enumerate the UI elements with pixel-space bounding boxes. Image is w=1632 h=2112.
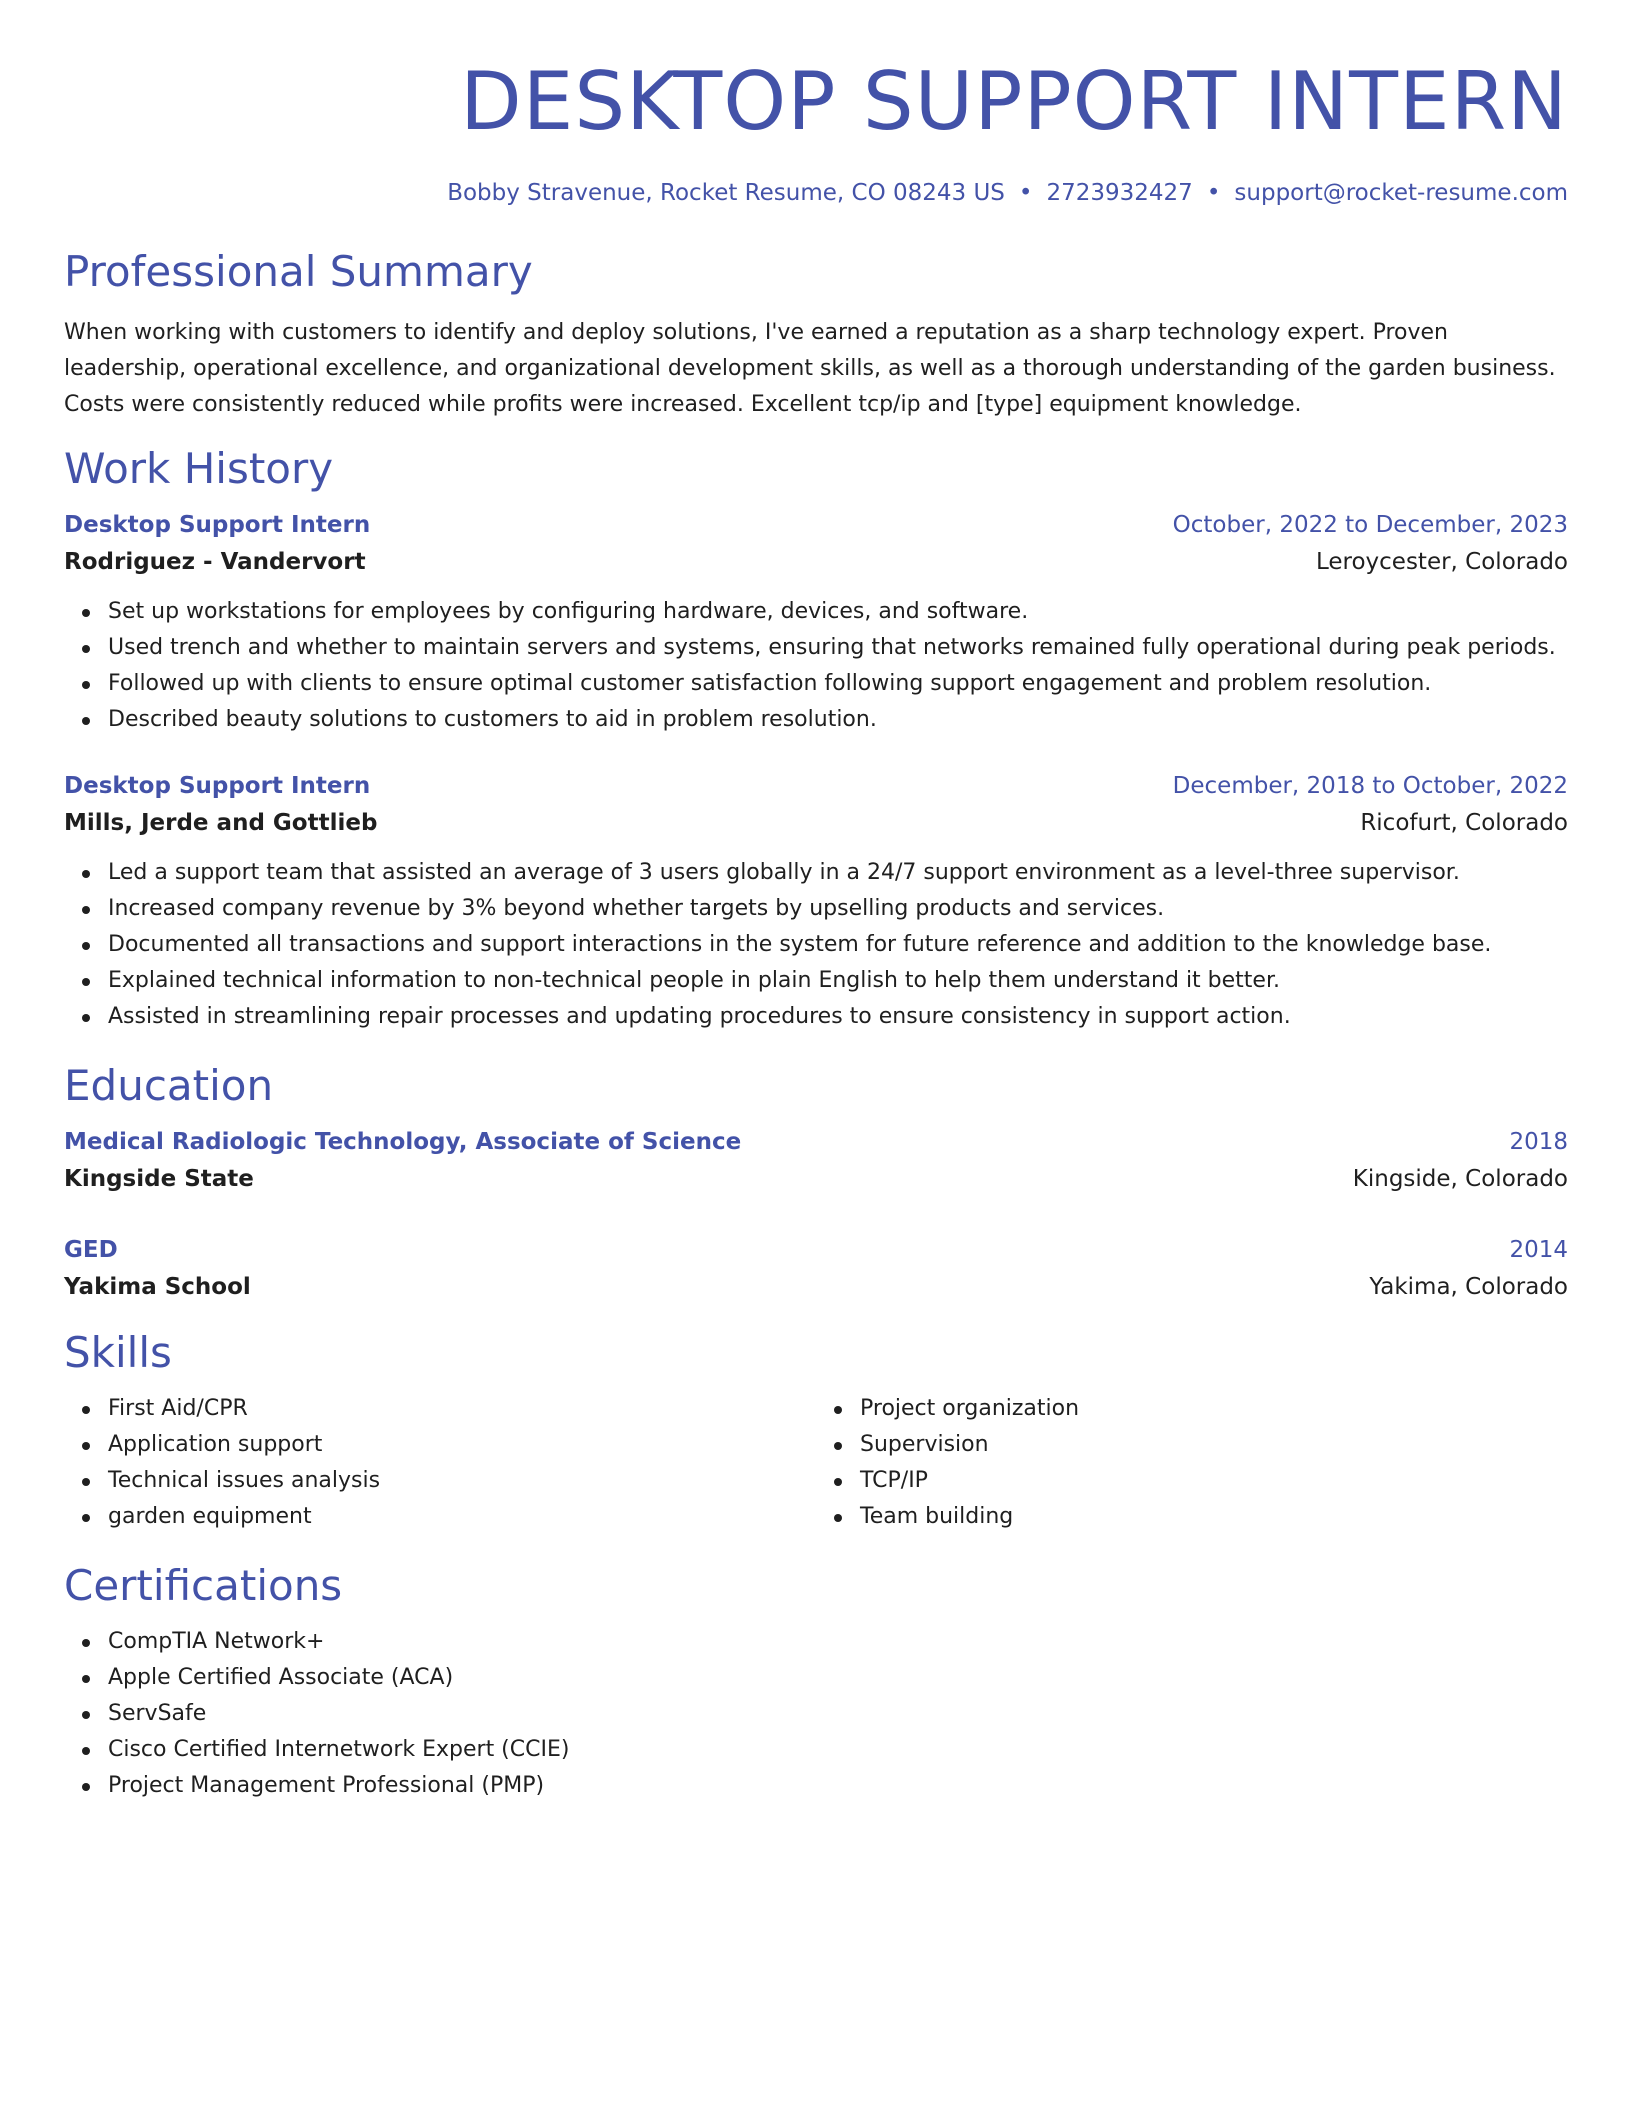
education-header-row: [64, 1232, 1568, 1268]
list-item: Project Management Professional (PMP): [108, 1768, 1568, 1804]
list-item: Technical issues analysis: [108, 1463, 816, 1499]
skills-list-right: [816, 1391, 1568, 1535]
resume-title: DESKTOP SUPPORT INTERN: [460, 55, 1568, 148]
list-item: TCP/IP: [860, 1463, 1568, 1499]
list-item: First Aid/CPR: [108, 1391, 816, 1427]
job-location: Leroycester, Colorado: [1315, 549, 1568, 575]
job-header-row: [64, 768, 1568, 804]
list-item: Application support: [108, 1427, 816, 1463]
list-item: Team building: [860, 1499, 1568, 1535]
job-company: Rodriguez - Vandervort: [64, 549, 366, 575]
summary-heading: Professional Summary: [64, 247, 533, 296]
education-header-row: [64, 1124, 1568, 1160]
education-heading: Education: [64, 1061, 274, 1110]
skills-heading: Skills: [64, 1328, 172, 1377]
job-title: Desktop Support Intern: [64, 773, 371, 799]
skills-list-left: [64, 1391, 816, 1535]
list-item: Led a support team that assisted an average of 3 users globally in a 24/7 support environment as a level-three supervisor.: [108, 855, 1568, 891]
certifications-heading: Certifications: [64, 1561, 343, 1610]
list-item: Project organization: [860, 1391, 1568, 1427]
list-item: Explained technical information to non-technical people in plain English to help them understand it better.: [108, 963, 1568, 999]
list-item: Apple Certified Associate (ACA): [108, 1660, 1568, 1696]
education-school: Yakima School: [64, 1274, 251, 1300]
list-item: Cisco Certified Internetwork Expert (CCIE): [108, 1732, 1568, 1768]
list-item: Used trench and whether to maintain servers and systems, ensuring that networks remained fully operational during peak periods.: [108, 630, 1568, 666]
job-company: Mills, Jerde and Gottlieb: [64, 810, 378, 836]
list-item: Increased company revenue by 3% beyond whether targets by upselling products and services.: [108, 891, 1568, 927]
list-item: Assisted in streamlining repair processes and updating procedures to ensure consistency in support action.: [108, 999, 1568, 1035]
job-bullets: [64, 594, 1568, 738]
education-entry: [64, 1232, 1568, 1306]
contact-address: Bobby Stravenue, Rocket Resume, CO 08243 US: [447, 180, 1005, 206]
job-entry: [64, 507, 1568, 738]
education-degree: GED: [64, 1237, 118, 1263]
contact-email: support@rocket-resume.com: [1234, 180, 1568, 206]
job-company-row: [64, 804, 1568, 842]
education-location: Kingside, Colorado: [1352, 1166, 1568, 1192]
list-item: CompTIA Network+: [108, 1624, 1568, 1660]
certifications-list: [64, 1624, 1568, 1804]
skills-columns: [64, 1391, 1568, 1535]
contact-phone: 2723932427: [1046, 180, 1193, 206]
job-header-row: [64, 507, 1568, 543]
education-year: 2018: [1509, 1129, 1568, 1155]
job-dates: October, 2022 to December, 2023: [1172, 512, 1568, 538]
education-entry: [64, 1124, 1568, 1198]
job-location: Ricofurt, Colorado: [1360, 810, 1568, 836]
education-school: Kingside State: [64, 1166, 254, 1192]
list-item: Supervision: [860, 1427, 1568, 1463]
list-item: Followed up with clients to ensure optimal customer satisfaction following support engagement and problem resolution.: [108, 666, 1568, 702]
job-dates: December, 2018 to October, 2022: [1172, 773, 1568, 799]
work-history-heading: Work History: [64, 444, 334, 493]
contact-separator: •: [1206, 180, 1221, 206]
job-entry: [64, 768, 1568, 1035]
list-item: Set up workstations for employees by configuring hardware, devices, and software.: [108, 594, 1568, 630]
list-item: Described beauty solutions to customers to aid in problem resolution.: [108, 702, 1568, 738]
contact-separator: •: [1018, 180, 1033, 206]
summary-text: When working with customers to identify and deploy solutions, I've earned a reputation as a sharp technology expert. Proven leadership, operational excellence, and organizational development skills, as well as a thorough understanding of the garden business. Costs were consistently reduced while profits were increased. Excellent tcp/ip and [type] equipment knowledge.: [64, 320, 1556, 417]
job-bullets: [64, 855, 1568, 1035]
contact-line: [64, 176, 1568, 210]
education-year: 2014: [1509, 1237, 1568, 1263]
list-item: garden equipment: [108, 1499, 816, 1535]
job-company-row: [64, 543, 1568, 581]
education-degree: Medical Radiologic Technology, Associate of Science: [64, 1129, 742, 1155]
list-item: Documented all transactions and support interactions in the system for future reference and addition to the knowledge base.: [108, 927, 1568, 963]
education-school-row: [64, 1160, 1568, 1198]
education-location: Yakima, Colorado: [1369, 1274, 1568, 1300]
education-school-row: [64, 1268, 1568, 1306]
job-title: Desktop Support Intern: [64, 512, 371, 538]
list-item: ServSafe: [108, 1696, 1568, 1732]
